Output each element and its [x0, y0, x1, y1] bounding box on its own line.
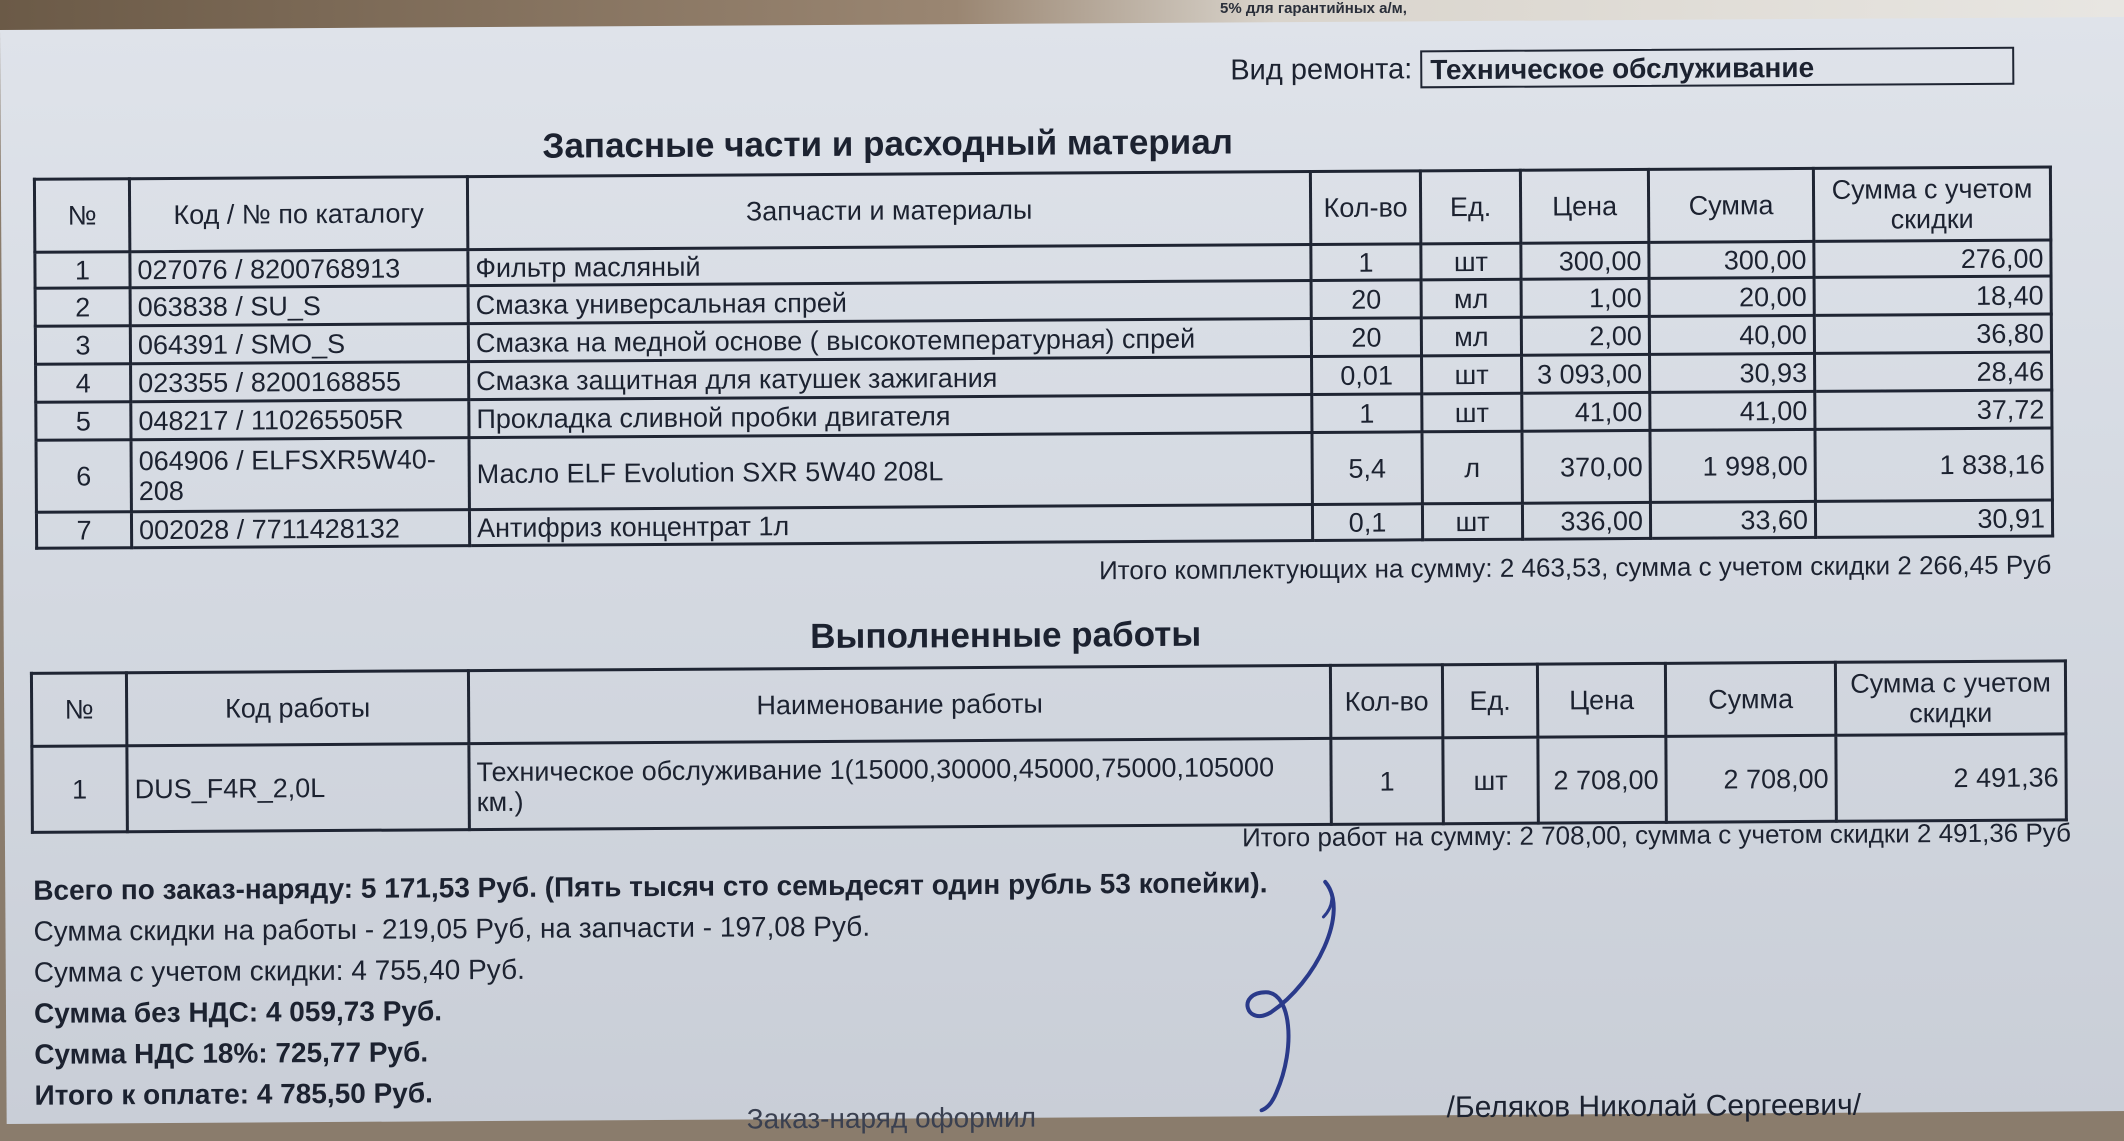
cell-sum: 30,93: [1650, 353, 1815, 392]
parts-total: Итого комплектующих на сумму: 2 463,53, сумма с учетом скидки 2 266,45 Руб: [1098, 549, 2052, 586]
cell-name: Техническое обслуживание 1(15000,30000,45000,75000,105000 км.): [469, 738, 1332, 829]
works-total: Итого работ на сумму: 2 708,00, сумма с учетом скидки 2 491,36 Руб: [1241, 817, 2072, 853]
issued-by-label: Заказ-наряд оформил: [746, 1101, 1037, 1135]
parts-header-row: [34, 167, 2050, 252]
cell-num: 6: [36, 440, 131, 513]
cell-num: 2: [35, 288, 130, 327]
cell-code: 064906 / ELFSXR5W40-208: [131, 438, 469, 512]
cell-num: 1: [35, 252, 130, 289]
cell-price: 336,00: [1522, 502, 1650, 539]
cell-code: 027076 / 8200768913: [130, 250, 468, 288]
order-summary: [33, 862, 1269, 1116]
signer-name: /Беляков Николай Сергеевич/: [1446, 1088, 1862, 1125]
summary-to-pay: Итого к оплате: 4 785,50 Руб.: [34, 1077, 434, 1111]
cell-code: 064391 / SMO_S: [130, 324, 468, 364]
cell-qty: 5,4: [1312, 432, 1422, 505]
cell-num: 3: [35, 326, 130, 365]
cell-sum: 1 998,00: [1650, 429, 1815, 502]
cell-discount: 28,46: [1815, 352, 2052, 391]
cell-name: Смазка универсальная спрей: [468, 280, 1311, 323]
works-header-row: [31, 661, 2065, 746]
cell-unit: шт: [1443, 737, 1539, 824]
header-sum: Сумма: [1665, 662, 1835, 736]
document-page: [0, 17, 2124, 1135]
cell-code: DUS_F4R_2,0L: [127, 744, 470, 832]
cell-price: 3 093,00: [1522, 354, 1650, 393]
parts-table: [33, 165, 2054, 549]
cell-code: 063838 / SU_S: [130, 286, 468, 326]
cell-name: Фильтр масляный: [468, 244, 1311, 285]
cell-code: 002028 / 7711428132: [131, 510, 469, 548]
header-unit: Ед.: [1420, 170, 1520, 244]
cell-num: 4: [36, 364, 131, 403]
header-sum: Сумма: [1648, 168, 1813, 242]
cell-price: 300,00: [1521, 242, 1649, 279]
header-qty: Кол-во: [1310, 171, 1420, 245]
cell-discount: 2 491,36: [1836, 734, 2067, 821]
cell-num: 5: [36, 402, 131, 441]
cell-code: 023355 / 8200168855: [131, 362, 469, 402]
cell-discount: 36,80: [1814, 314, 2051, 353]
header-work-code: Код работы: [126, 671, 468, 746]
repair-type-value: Техническое обслуживание: [1420, 47, 2014, 89]
repair-type-label: Вид ремонта:: [1230, 52, 1413, 86]
cell-unit: шт: [1422, 355, 1522, 394]
cell-unit: шт: [1422, 393, 1522, 432]
header-price: Цена: [1520, 169, 1648, 243]
cell-price: 2 708,00: [1538, 736, 1667, 823]
cell-qty: 1: [1311, 244, 1421, 281]
cell-qty: 0,01: [1312, 356, 1422, 395]
header-work-name: Наименование работы: [468, 665, 1330, 743]
background-text-1: 5% для гарантийных а/м,: [1220, 0, 1407, 17]
summary-vat: Сумма НДС 18%: 725,77 Руб.: [34, 1036, 429, 1070]
cell-sum: 2 708,00: [1666, 735, 1837, 822]
cell-name: Масло ELF Evolution SXR 5W40 208L: [469, 432, 1312, 509]
header-num: №: [31, 673, 126, 747]
cell-price: 41,00: [1522, 392, 1650, 431]
cell-name: Смазка на медной основе ( высокотемпературная) спрей: [468, 318, 1311, 361]
cell-sum: 41,00: [1650, 391, 1815, 430]
header-discount: Сумма с учетом скидки: [1835, 661, 2065, 735]
header-qty: Кол-во: [1330, 665, 1442, 739]
cell-name: Смазка защитная для катушек зажигания: [469, 356, 1312, 399]
cell-code: 048217 / 110265505R: [131, 400, 469, 440]
cell-unit: шт: [1422, 503, 1522, 540]
cell-qty: 1: [1331, 738, 1444, 825]
table-row: [36, 428, 2052, 512]
summary-without-vat: Сумма без НДС: 4 059,73 Руб.: [33, 995, 443, 1029]
header-num: №: [34, 179, 129, 253]
cell-unit: мл: [1421, 279, 1521, 318]
summary-discount: Сумма скидки на работы - 219,05 Руб, на запчасти - 197,08 Руб.: [33, 910, 871, 947]
cell-name: Антифриз концентрат 1л: [469, 504, 1312, 545]
table-row: [32, 734, 2066, 832]
header-code: Код / № по каталогу: [129, 177, 467, 252]
cell-num: 7: [36, 512, 131, 549]
cell-sum: 33,60: [1650, 501, 1815, 538]
header-discount: Сумма с учетом скидки: [1813, 167, 2050, 241]
cell-discount: 18,40: [1814, 276, 2051, 315]
parts-section-title: Запасные части и расходный материал: [542, 122, 1234, 166]
cell-num: 1: [32, 746, 128, 833]
header-name: Запчасти и материалы: [467, 171, 1310, 249]
cell-name: Прокладка сливной пробки двигателя: [469, 394, 1312, 437]
cell-sum: 20,00: [1649, 277, 1814, 316]
cell-price: 1,00: [1521, 278, 1649, 317]
header-price: Цена: [1537, 663, 1665, 737]
summary-with-discount: Сумма с учетом скидки: 4 755,40 Руб.: [33, 953, 525, 988]
header-unit: Ед.: [1442, 664, 1537, 738]
works-table: [30, 659, 2068, 833]
handwritten-signature: [1175, 871, 1416, 1112]
repair-type-row: [1230, 46, 2014, 91]
cell-qty: 1: [1312, 394, 1422, 433]
cell-price: 370,00: [1522, 430, 1650, 503]
cell-unit: мл: [1421, 317, 1521, 356]
summary-grand-total: Всего по заказ-наряду: 5 171,53 Руб. (Пять тысяч сто семьдесят один рубль 53 копейки).: [33, 867, 1268, 906]
cell-price: 2,00: [1521, 316, 1649, 355]
cell-sum: 300,00: [1649, 241, 1814, 278]
cell-discount: 30,91: [1815, 500, 2052, 537]
cell-qty: 0,1: [1312, 504, 1422, 541]
cell-unit: шт: [1421, 243, 1521, 280]
cell-discount: 1 838,16: [1815, 428, 2052, 501]
cell-unit: л: [1422, 431, 1522, 504]
works-section-title: Выполненные работы: [810, 614, 1202, 657]
cell-discount: 276,00: [1814, 240, 2051, 277]
cell-qty: 20: [1311, 318, 1421, 357]
cell-qty: 20: [1311, 280, 1421, 319]
cell-sum: 40,00: [1649, 315, 1814, 354]
cell-discount: 37,72: [1815, 390, 2052, 429]
